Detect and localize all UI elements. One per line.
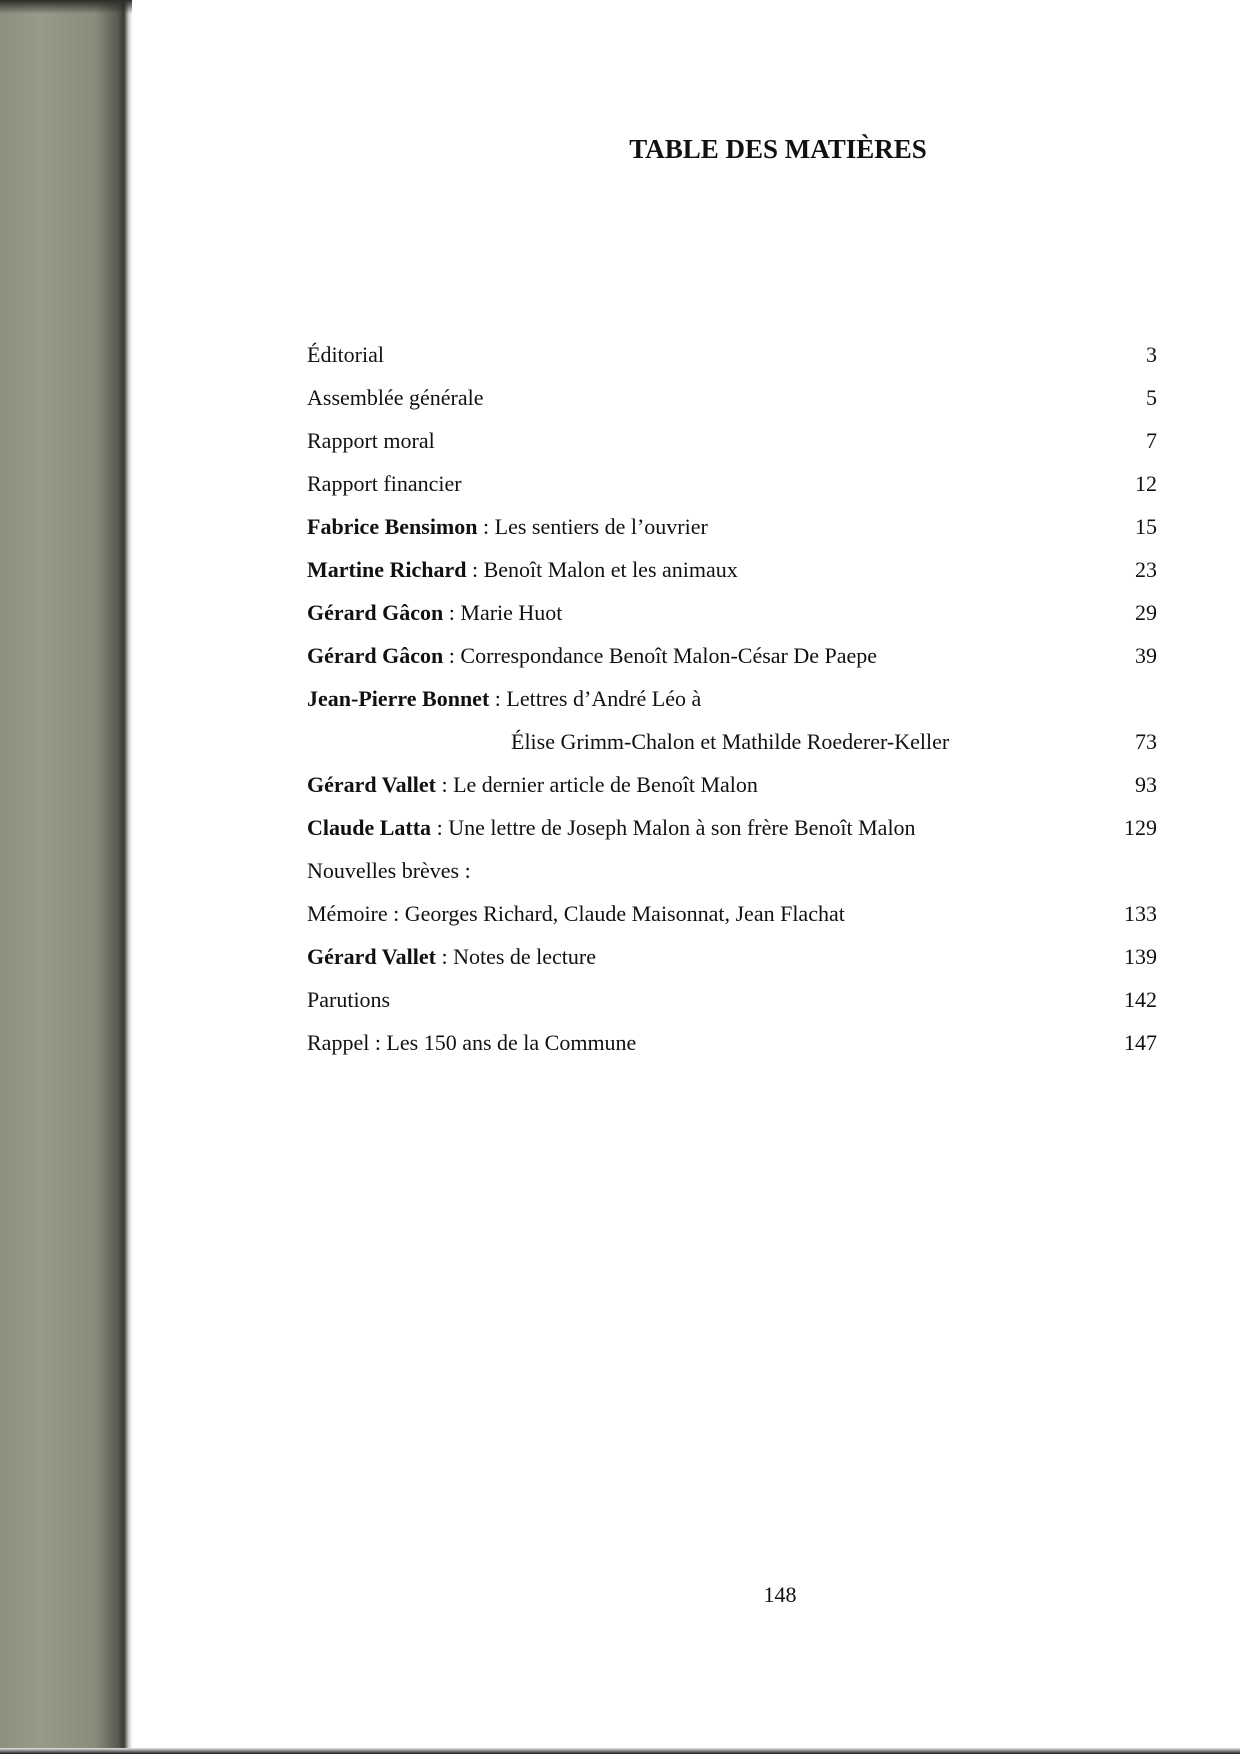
toc-entry: [307, 505, 1157, 548]
toc-entry-author: Fabrice Bensimon: [307, 514, 478, 539]
toc-entry-title: Mémoire : Georges Richard, Claude Maisonnat, Jean Flachat: [307, 901, 845, 926]
toc-entry-page: 73: [1135, 729, 1157, 754]
toc-entry-separator: :: [466, 557, 484, 582]
toc-entry-page: 29: [1135, 600, 1157, 625]
toc-section-heading: [307, 849, 1157, 892]
toc-entry-separator: :: [431, 815, 449, 840]
toc-entry-title: Parutions: [307, 987, 391, 1012]
toc-entry-page: 3: [1146, 342, 1157, 367]
toc-entry: [307, 376, 1157, 419]
toc-entry: [307, 548, 1157, 591]
toc-entry: [307, 419, 1157, 462]
toc-entry-separator: :: [443, 600, 461, 625]
toc-entry-author: Gérard Vallet: [307, 944, 436, 969]
toc-entry-separator: :: [489, 686, 507, 711]
toc-entry-title: Les sentiers de l’ouvrier: [494, 514, 708, 539]
toc-entry-title: Éditorial: [307, 342, 384, 367]
toc-entry-title: Correspondance Benoît Malon-César De Paepe: [460, 643, 878, 668]
toc-entry: [307, 892, 1157, 935]
toc-entry-author: Gérard Vallet: [307, 772, 436, 797]
toc-entry-title: Lettres d’André Léo à: [506, 686, 702, 711]
toc-entry-separator: :: [477, 514, 495, 539]
toc-entry-page: 142: [1124, 987, 1157, 1012]
toc-entry-title: Le dernier article de Benoît Malon: [453, 772, 758, 797]
toc-entry-author: Gérard Gâcon: [307, 600, 444, 625]
toc-entry: [307, 935, 1157, 978]
toc-entry: [307, 763, 1157, 806]
toc-entry-title: Nouvelles brèves :: [307, 858, 471, 883]
toc-entry-page: 147: [1124, 1030, 1157, 1055]
toc-entry: [307, 677, 1157, 720]
toc-entry: [307, 591, 1157, 634]
toc-entry-author: Martine Richard: [307, 557, 467, 582]
toc-entry: [307, 806, 1157, 849]
toc-entry-title: Rappel : Les 150 ans de la Commune: [307, 1030, 637, 1055]
toc-entry-author: Gérard Gâcon: [307, 643, 444, 668]
table-of-contents: [307, 333, 1157, 1064]
toc-entry-title: Une lettre de Joseph Malon à son frère Benoît Malon: [448, 815, 916, 840]
toc-entry: [307, 634, 1157, 677]
toc-entry-separator: :: [435, 772, 454, 797]
toc-entry: [307, 978, 1157, 1021]
page-number: 148: [763, 1582, 797, 1607]
toc-entry-author: Claude Latta: [307, 815, 432, 840]
toc-entry-title: Élise Grimm-Chalon et Mathilde Roederer-Keller: [511, 729, 950, 754]
toc-entry-separator: :: [435, 944, 454, 969]
toc-entry-title: Rapport moral: [307, 428, 435, 453]
toc-entry: [307, 333, 1157, 376]
toc-entry-title: Benoît Malon et les animaux: [483, 557, 738, 582]
toc-entry: [307, 1021, 1157, 1064]
toc-entry-separator: :: [443, 643, 461, 668]
toc-entry-page: 5: [1146, 385, 1157, 410]
toc-entry-page: 139: [1124, 944, 1157, 969]
page-title: TABLE DES MATIÈRES: [629, 134, 927, 164]
toc-entry-title: Notes de lecture: [453, 944, 596, 969]
toc-entry-page: 133: [1124, 901, 1157, 926]
toc-entry-page: 7: [1146, 428, 1157, 453]
toc-entry-title: Rapport financier: [307, 471, 462, 496]
toc-entry-page: 23: [1135, 557, 1157, 582]
book-binding-shadow: [0, 0, 132, 1754]
toc-entry-continuation: [307, 720, 1157, 763]
toc-entry-page: 39: [1135, 643, 1157, 668]
toc-entry-page: 93: [1135, 772, 1157, 797]
toc-entry-author: Jean-Pierre Bonnet: [307, 686, 490, 711]
toc-entry-page: 12: [1135, 471, 1157, 496]
toc-entry: [307, 462, 1157, 505]
binding-top-shadow: [0, 0, 132, 14]
toc-entry-title: Assemblée générale: [307, 385, 484, 410]
toc-entry-page: 129: [1124, 815, 1157, 840]
toc-entry-title: Marie Huot: [460, 600, 563, 625]
toc-entry-page: 15: [1135, 514, 1157, 539]
page-bottom-edge: [0, 1748, 1240, 1754]
